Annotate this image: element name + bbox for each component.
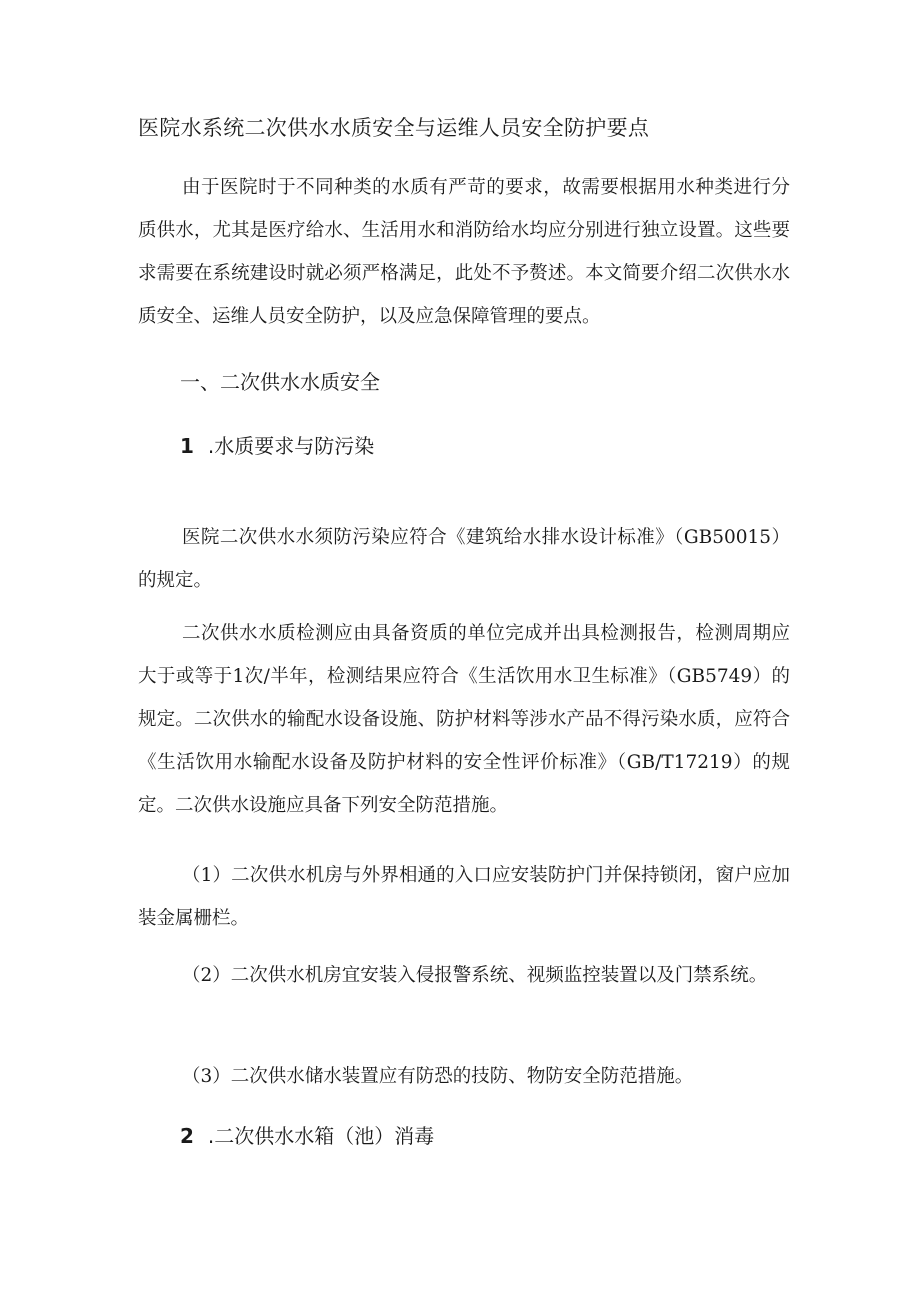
intro-paragraph: 由于医院时于不同种类的水质有严苛的要求，故需要根据用水种类进行分质供水，尤其是医疗给水、生活用水和消防给水均应分别进行独立设置。这些要求需要在系统建设时就必须严格满足，此处不予赘述。本文简要介绍二次供水水质安全、运维人员安全防护，以及应急保障管理的要点。 bbox=[138, 177, 790, 327]
subsection-number: 1 bbox=[180, 434, 194, 458]
paragraph-quality-testing: 二次供水水质检测应由具备资质的单位完成并出具检测报告，检测周期应大于或等于1次/半年，检测结果应符合《生活饮用水卫生标准》（GB5749）的规定。二次供水的输配水设备设施、防护材料等涉水产品不得污染水质，应符合《生活饮用水输配水设备及防护材料的安全性评价标准》（GB/T17219）的规定。二次供水设施应具备下列安全防范措施。 bbox=[138, 623, 790, 816]
section-heading-1: 一、二次供水水质安全 bbox=[180, 370, 380, 394]
list-item-1: （1）二次供水机房与外界相通的入口应安装防护门并保持锁闭，窗户应加装金属栅栏。 bbox=[138, 865, 790, 929]
list-item-3: （3）二次供水储水装置应有防恐的技防、物防安全防范措施。 bbox=[182, 1066, 694, 1087]
document-title: 医院水系统二次供水水质安全与运维人员安全防护要点 bbox=[138, 116, 650, 140]
paragraph-pollution-standard: 医院二次供水水须防污染应符合《建筑给水排水设计标准》（GB50015）的规定。 bbox=[138, 527, 790, 591]
subsection-heading-2 bbox=[180, 1120, 434, 1149]
subsection-number: 2 bbox=[180, 1124, 194, 1148]
subsection-title: .水质要求与防污染 bbox=[207, 434, 375, 458]
subsection-title: .二次供水水箱（池）消毒 bbox=[207, 1124, 435, 1148]
subsection-heading-1 bbox=[180, 430, 374, 459]
list-item-2: （2）二次供水机房宜安装入侵报警系统、视频监控装置以及门禁系统。 bbox=[182, 965, 768, 986]
